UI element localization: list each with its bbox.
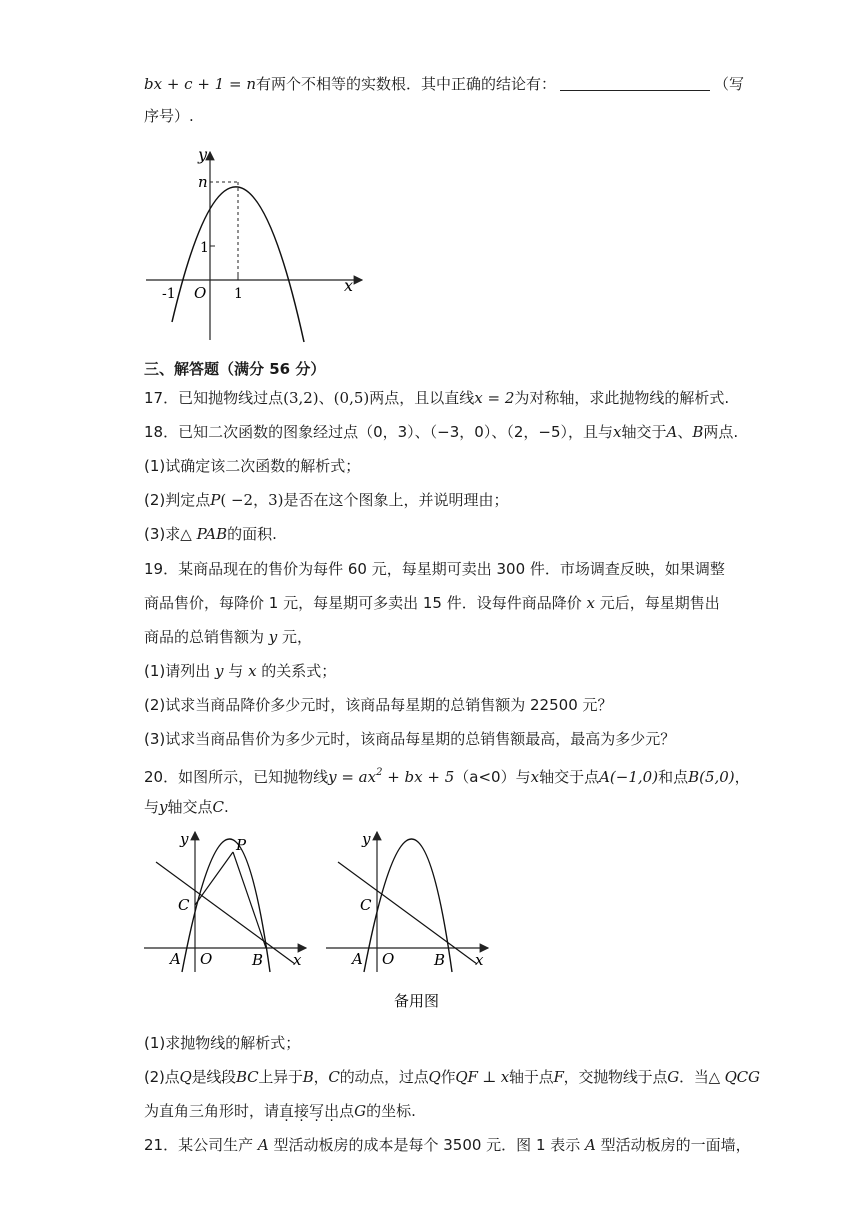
q20-s2-F: F	[553, 1068, 564, 1086]
q20-l2-pre: 与	[144, 798, 160, 816]
q18-sub2	[144, 488, 724, 512]
q20-s2-QCG: QCG	[724, 1068, 760, 1086]
q20-s2-Q: Q	[179, 1068, 192, 1086]
q20-main-figure	[140, 826, 310, 974]
q20-l2-post: .	[224, 798, 229, 816]
q19-sub3: (3)试求当商品售价为多少元时，该商品每星期的总销售额最高，最高为多少元？	[144, 730, 676, 748]
q16-equation: bx + c + 1 = n	[144, 75, 256, 93]
q18-mid: 轴交于	[621, 423, 667, 441]
q20-sub2-line2	[144, 1099, 724, 1123]
q17-post: 为对称轴，求此抛物线的解析式.	[514, 389, 730, 407]
q18-sub1: (1)试确定该二次函数的解析式；	[144, 457, 361, 475]
q20-s2-QF: QF ⊥ x	[455, 1068, 510, 1086]
q20-stem-line1	[144, 761, 750, 789]
q21-pre: 21．某公司生产	[144, 1136, 258, 1154]
q19-l3-pre: 商品的总销售额为	[144, 628, 269, 646]
fig1-n-label: n	[198, 173, 208, 191]
q20-s2-G: G	[667, 1068, 680, 1086]
q18-post: 两点.	[703, 423, 739, 441]
fig3-a-label: A	[352, 950, 363, 968]
fig2-a-label: A	[170, 950, 181, 968]
q19-l3-post: 元，	[277, 628, 313, 646]
q19-s1-x: x	[248, 662, 257, 680]
fig2-o-label: O	[200, 950, 213, 968]
q19-line1: 19．某商品现在的售价为每件 60 元，每星期可卖出 300 件．市场调查反映，如果调整	[144, 560, 725, 578]
q20-sub2-line1	[144, 1065, 760, 1089]
q20-l2-y: y	[159, 798, 168, 816]
q21-mid: 型活动板房的成本是每个 3500 元．图 1 表示	[268, 1136, 586, 1154]
line-bc	[156, 862, 295, 964]
q20-l2-mid: 轴交点	[167, 798, 213, 816]
q18-sub3	[144, 522, 724, 546]
q17-mid: 两点，且以直线	[369, 389, 475, 407]
q20-l2-C: C	[212, 798, 224, 816]
q19-line3	[144, 625, 724, 649]
q18-s2-P: P	[210, 491, 221, 509]
q19-line2	[144, 591, 724, 615]
q19-sub2: (2)试求当商品降价多少元时，该商品每星期的总销售额为 22500 元？	[144, 696, 613, 714]
q20-s2-C: C	[328, 1068, 340, 1086]
q20-s2-BC: BC	[235, 1068, 259, 1086]
q16-text-tail: （写	[714, 75, 745, 93]
q18-s3-pre: (3)求△	[144, 525, 197, 543]
line-bc	[338, 862, 477, 964]
q20-mid: 与	[515, 768, 531, 786]
q19-l2-post: 元后，每星期售出	[594, 594, 720, 612]
section-title: 三、解答题（满分 56 分）	[144, 360, 326, 378]
q19-s1-mid: 与	[223, 662, 249, 680]
q20-eq-a: y = ax	[328, 768, 377, 786]
q20-x: x	[530, 768, 540, 786]
q16-line2: 序号）.	[144, 107, 194, 125]
q20-l3-mid: 点	[339, 1102, 355, 1120]
fig2-p-label: P	[236, 836, 247, 854]
q19-s1-pre: (1)请列出	[144, 662, 216, 680]
fig1-y-label: y	[198, 145, 208, 164]
q17-point1: (3,2)	[283, 389, 319, 407]
fig2-b-label: B	[252, 951, 264, 969]
q20-cond: （a<0）	[454, 768, 516, 786]
q20-s2-comma: ，	[313, 1068, 329, 1086]
fig1-one-y-label: 1	[200, 240, 209, 256]
q19-l2-pre: 商品售价，每降价 1 元，每星期可多卖出 15 件．设每件商品降价	[144, 594, 587, 612]
q20-sub1: (1)求抛物线的解析式；	[144, 1034, 301, 1052]
q20-l3-emphasis: 直接写出	[279, 1102, 340, 1120]
q21-line1	[144, 1133, 751, 1157]
q20-point-A: A(−1,0)	[599, 768, 659, 786]
q16-parabola-figure	[140, 140, 375, 345]
q17-axis-eq: x = 2	[474, 389, 515, 407]
q18-B: B	[692, 423, 704, 441]
q18-pre: 18．已知二次函数的图象经过点（0，3）、（−3，0）、（2，−5），且与	[144, 423, 613, 441]
fig3-b-label: B	[434, 951, 446, 969]
q17-sep: 、	[318, 389, 334, 407]
q19-sub1	[144, 659, 724, 683]
q20-l3-G: G	[354, 1102, 367, 1120]
q20-eq-sup: 2	[376, 767, 383, 778]
q20-s2-Q2: Q	[428, 1068, 441, 1086]
q20-stem-line2	[144, 795, 724, 819]
q18-s2-point: ( −2，3)	[220, 491, 284, 509]
q20-s2-d: 的动点，过点	[339, 1068, 429, 1086]
q20-s2-b: 是线段	[191, 1068, 236, 1086]
q18-s2-pre: (2)判定点	[144, 491, 211, 509]
segment-pb	[233, 852, 266, 948]
fig3-y-label: y	[362, 830, 371, 848]
fig1-one-x-label: 1	[234, 286, 243, 302]
q17	[144, 386, 730, 410]
q18-s2-post: 是否在这个图象上，并说明理由；	[283, 491, 509, 509]
fig1-origin-label: O	[194, 284, 207, 302]
q21-A2: A	[585, 1136, 596, 1154]
fig3-c-label: C	[360, 896, 372, 914]
fig3-x-label: x	[475, 951, 484, 969]
fig1-neg1-label: -1	[162, 286, 176, 302]
q17-pre: 17．已知抛物线过点	[144, 389, 284, 407]
q20-s2-e: 作	[440, 1068, 456, 1086]
q20-point-B: B(5,0)	[688, 768, 735, 786]
q18-sep: 、	[677, 423, 693, 441]
q17-point2: (0,5)	[333, 389, 370, 407]
q20-l3-post: 的坐标.	[366, 1102, 416, 1120]
q20-s2-c: 上异于	[258, 1068, 303, 1086]
q19-l2-x: x	[586, 594, 595, 612]
q20-comma: ，	[734, 768, 750, 786]
q20-backup-figure	[322, 826, 492, 1016]
q20-s2-a: (2)点	[144, 1068, 180, 1086]
fig3-o-label: O	[382, 950, 395, 968]
fig2-x-label: x	[293, 951, 302, 969]
q18-stem	[144, 420, 739, 444]
fig2-c-label: C	[178, 896, 190, 914]
q18-A: A	[666, 423, 678, 441]
parabola-curve	[172, 187, 304, 342]
q20-l3-pre: 为直角三角形时，请	[144, 1102, 280, 1120]
q18-s3-triangle: PAB	[196, 525, 228, 543]
q20-and: 和点	[658, 768, 689, 786]
q16-text: 有两个不相等的实数根．其中正确的结论有：	[255, 75, 556, 93]
q20-eq-b: + bx + 5	[382, 768, 455, 786]
q20-s2-h: ．当△	[679, 1068, 725, 1086]
q19-s1-y: y	[215, 662, 224, 680]
fig2-y-label: y	[180, 830, 189, 848]
q16-line1	[144, 72, 745, 96]
q21-post: 型活动板房的一面墙，	[595, 1136, 751, 1154]
q18-s3-post: 的面积.	[227, 525, 277, 543]
q18-x: x	[613, 423, 622, 441]
q19-s1-post: 的关系式；	[256, 662, 337, 680]
q20-s2-g: ，交抛物线于点	[563, 1068, 668, 1086]
q20-s2-B: B	[302, 1068, 314, 1086]
q19-l3-y: y	[268, 628, 278, 646]
q20-mid2: 轴交于点	[539, 768, 600, 786]
fig3-caption: 备用图	[394, 992, 440, 1010]
q16-answer-blank[interactable]	[560, 74, 710, 91]
q21-A1: A	[257, 1136, 269, 1154]
q20-s2-f: 轴于点	[509, 1068, 554, 1086]
q20-pre: 20．如图所示，已知抛物线	[144, 768, 329, 786]
segment-cp	[195, 852, 233, 905]
fig1-x-label: x	[344, 276, 354, 295]
